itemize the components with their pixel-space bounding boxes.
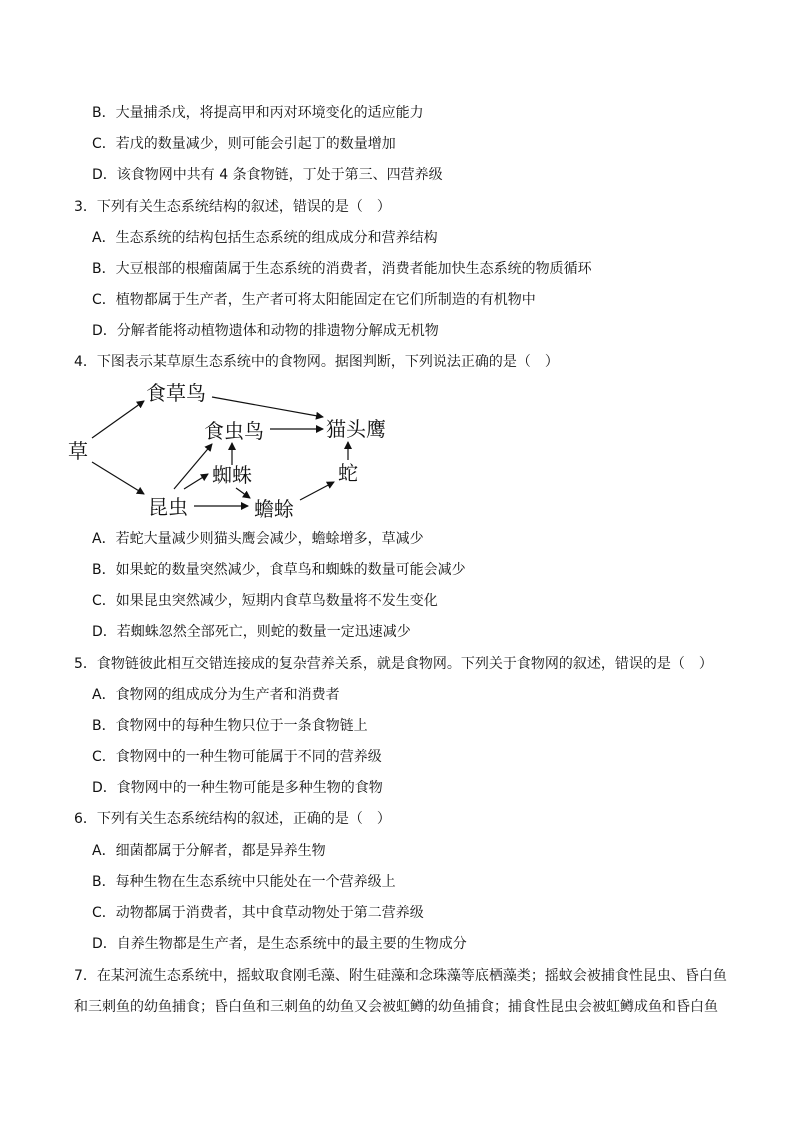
q6-option-b: B．每种生物在生态系统中只能处在一个营养级上 — [92, 874, 396, 890]
q2-option-b: B．大量捕杀戊，将提高甲和丙对环境变化的适应能力 — [92, 105, 424, 121]
q2-option-c: C．若戊的数量减少，则可能会引起丁的数量增加 — [92, 136, 396, 152]
node-grass: 草 — [68, 439, 88, 463]
food-web-diagram — [66, 376, 396, 521]
q5-option-c: C．食物网中的一种生物可能属于不同的营养级 — [92, 749, 382, 765]
q3-stem: 3．下列有关生态系统结构的叙述，错误的是（ ） — [74, 199, 391, 215]
q4-stem: 4．下图表示某草原生态系统中的食物网。据图判断，下列说法正确的是（ ） — [74, 354, 559, 370]
q3-option-a: A．生态系统的结构包括生态系统的组成成分和营养结构 — [92, 230, 438, 246]
q5-stem: 5．食物链彼此相互交错连接成的复杂营养关系，就是食物网。下列关于食物网的叙述，错误的是（ ） — [74, 656, 713, 672]
node-owl: 猫头鹰 — [326, 417, 386, 441]
q7-line-2: 和三刺鱼的幼鱼捕食；昏白鱼和三刺鱼的幼鱼又会被虹鳟的幼鱼捕食；捕食性昆虫会被虹鳟成鱼和昏白鱼 — [74, 999, 718, 1015]
q4-option-d: D．若蜘蛛忽然全部死亡，则蛇的数量一定迅速减少 — [92, 624, 411, 640]
q4-option-b: B．如果蛇的数量突然减少，食草鸟和蜘蛛的数量可能会减少 — [92, 562, 466, 578]
q5-option-b: B．食物网中的每种生物只位于一条食物链上 — [92, 718, 368, 734]
q2-option-d: D．该食物网中共有 4 条食物链，丁处于第三、四营养级 — [92, 167, 443, 183]
node-insect: 昆虫 — [148, 495, 188, 519]
q6-option-d: D．自养生物都是生产者，是生态系统中的最主要的生物成分 — [92, 936, 467, 952]
arrow-insect-to-spider — [184, 474, 208, 489]
q4-option-a: A．若蛇大量减少则猫头鹰会减少，蟾蜍增多，草减少 — [92, 531, 424, 547]
arrow-spider-to-toad — [236, 488, 250, 498]
q7-line-1: 7．在某河流生态系统中，摇蚊取食刚毛藻、附生硅藻和念珠藻等底栖藻类；摇蚊会被捕食性昆虫、昏白鱼 — [74, 968, 727, 984]
arrow-insect-to-insect-bird — [174, 444, 212, 489]
node-insect-bird: 食虫鸟 — [204, 419, 264, 443]
node-spider: 蜘蛛 — [212, 463, 252, 487]
q3-option-d: D．分解者能将动植物遗体和动物的排遗物分解成无机物 — [92, 323, 439, 339]
q3-option-c: C．植物都属于生产者，生产者可将太阳能固定在它们所制造的有机物中 — [92, 292, 536, 308]
node-snake: 蛇 — [338, 461, 358, 485]
q4-option-c: C．如果昆虫突然减少，短期内食草鸟数量将不发生变化 — [92, 593, 438, 609]
arrow-grass-to-grass-bird — [92, 401, 144, 438]
q6-stem: 6．下列有关生态系统结构的叙述，正确的是（ ） — [74, 811, 391, 827]
node-toad: 蟾蜍 — [254, 497, 294, 521]
q5-option-a: A．食物网的组成成分为生产者和消费者 — [92, 687, 340, 703]
q5-option-d: D．食物网中的一种生物可能是多种生物的食物 — [92, 780, 383, 796]
arrow-toad-to-snake — [300, 482, 334, 500]
q3-option-b: B．大豆根部的根瘤菌属于生态系统的消费者，消费者能加快生态系统的物质循环 — [92, 261, 592, 277]
node-grass-bird: 食草鸟 — [146, 381, 206, 405]
arrow-grass-bird-to-owl — [212, 397, 323, 417]
q6-option-a: A．细菌都属于分解者，都是异养生物 — [92, 843, 326, 859]
arrow-grass-to-insect — [92, 462, 144, 494]
q6-option-c: C．动物都属于消费者，其中食草动物处于第二营养级 — [92, 905, 424, 921]
